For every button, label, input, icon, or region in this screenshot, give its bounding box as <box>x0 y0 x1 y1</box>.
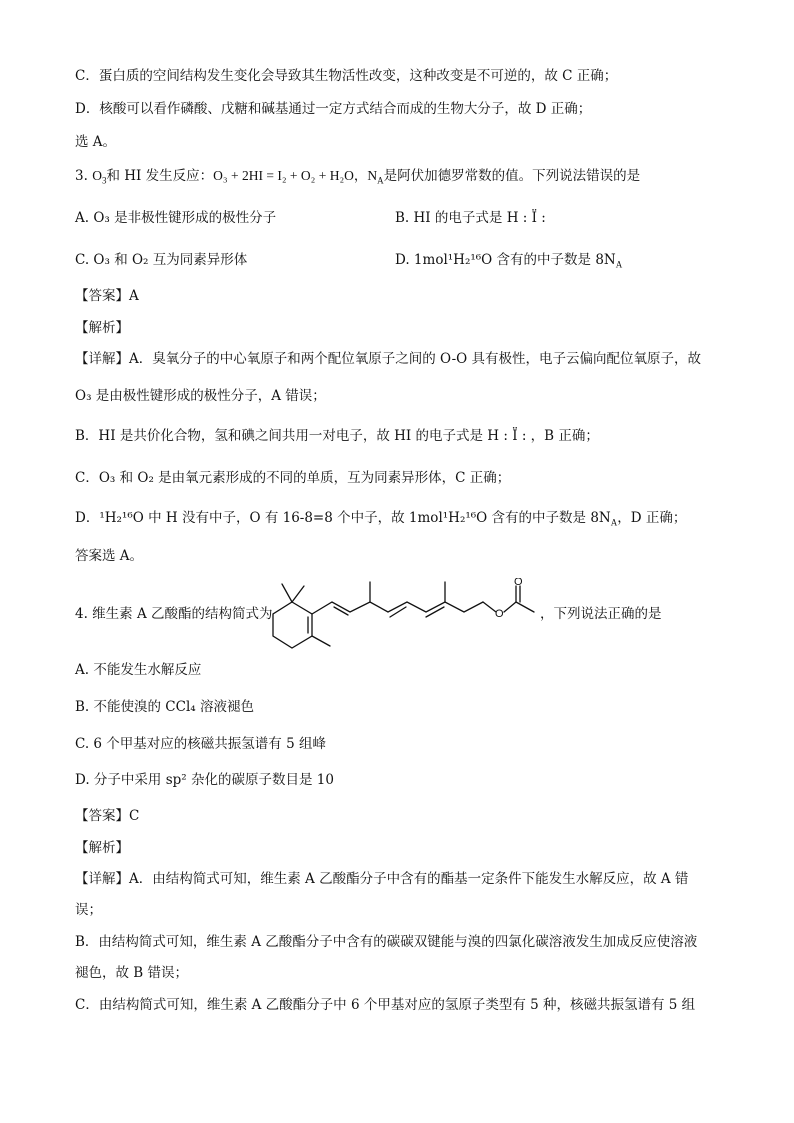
question-4-stem-suffix: ，下列说法正确的是 <box>540 606 662 622</box>
oxygen-label: O <box>495 608 504 620</box>
answer-label: 【答案】A <box>75 288 139 304</box>
text-line: D．核酸可以看作磷酸、戊糖和碱基通过一定方式结合而成的生物大分子，故 D 正确； <box>75 101 592 117</box>
explanation-line: C．O₃ 和 O₂ 是由氧元素形成的不同的单质，互为同素异形体，C 正确； <box>75 470 511 486</box>
explanation-line: C．由结构简式可知，维生素 A 乙酸酯分子中 6 个甲基对应的氢原子类型有 5 种，核磁共振氢谱有 5 组 <box>75 997 696 1013</box>
option-c: C. O₃ 和 O₂ 互为同素异形体 <box>75 252 248 268</box>
oxygen-label: O <box>514 578 523 588</box>
explanation-line: B．HI 是共价化合物，氢和碘之间共用一对电子，故 HI 的电子式是 H : Ï : ，B 正确； <box>75 428 599 444</box>
analysis-label: 【解析】 <box>75 320 129 336</box>
option-a: A. O₃ 是非极性键形成的极性分子 <box>75 210 277 226</box>
option-c: C. 6 个甲基对应的核磁共振氢谱有 5 组峰 <box>75 736 326 752</box>
option-a: A. 不能发生水解反应 <box>75 662 202 678</box>
explanation-line: 褪色，故 B 错误； <box>75 965 189 981</box>
option-b: B. HI 的电子式是 H : Ï : <box>395 210 546 226</box>
explanation-line: O₃ 是由极性键形成的极性分子，A 错误； <box>75 388 326 404</box>
explanation-line: 【详解】A．由结构简式可知，维生素 A 乙酸酯分子中含有的酯基一定条件下能发生水解反应，故 A 错 <box>75 871 689 887</box>
explanation-line: D．¹H₂¹⁶O 中 H 没有中子，O 有 16-8=8 个中子，故 1mol¹H₂¹⁶O 含有的中子数是 $8N_A$，D 正确； <box>75 510 687 528</box>
question-4-stem-prefix: 4. 维生素 A 乙酸酯的结构简式为 <box>75 606 273 622</box>
explanation-line: 【详解】A．臭氧分子的中心氧原子和两个配位氧原子之间的 O-O 具有极性，电子云偏向配位氧原子，故 <box>75 351 702 367</box>
explanation-line: 误； <box>75 902 102 918</box>
explanation-line: 答案选 A。 <box>75 548 144 564</box>
ring-bond <box>273 602 312 648</box>
answer-label: 【答案】C <box>75 808 140 824</box>
reaction-equation: O₃ + 2HI = I₂ + O₂ + H₂O， <box>213 168 368 183</box>
option-d: D. 分子中采用 sp² 杂化的碳原子数目是 10 <box>75 772 334 788</box>
text-line: 选 A。 <box>75 134 117 150</box>
option-b: B. 不能使溴的 CCl₄ 溶液褪色 <box>75 699 254 715</box>
explanation-line: B．由结构简式可知，维生素 A 乙酸酯分子中含有的碳碳双键能与溴的四氯化碳溶液发生加成反应使溶液 <box>75 934 698 950</box>
text-line: C．蛋白质的空间结构发生变化会导致其生物活性改变，这种改变是不可逆的，故 C 正确； <box>75 68 618 84</box>
question-3-stem: 3. $O_3$和 HI 发生反应：O₃ + 2HI = I₂ + O₂ + H₂O，$N_A$是阿伏加德罗常数的值。下列说法错误的是 <box>75 168 641 186</box>
vitamin-a-acetate-structure <box>270 578 540 652</box>
question-number: 3. <box>75 168 88 184</box>
analysis-label: 【解析】 <box>75 840 129 856</box>
option-d: D. 1mol¹H₂¹⁶O 含有的中子数是 $8N_A$ <box>395 252 623 270</box>
